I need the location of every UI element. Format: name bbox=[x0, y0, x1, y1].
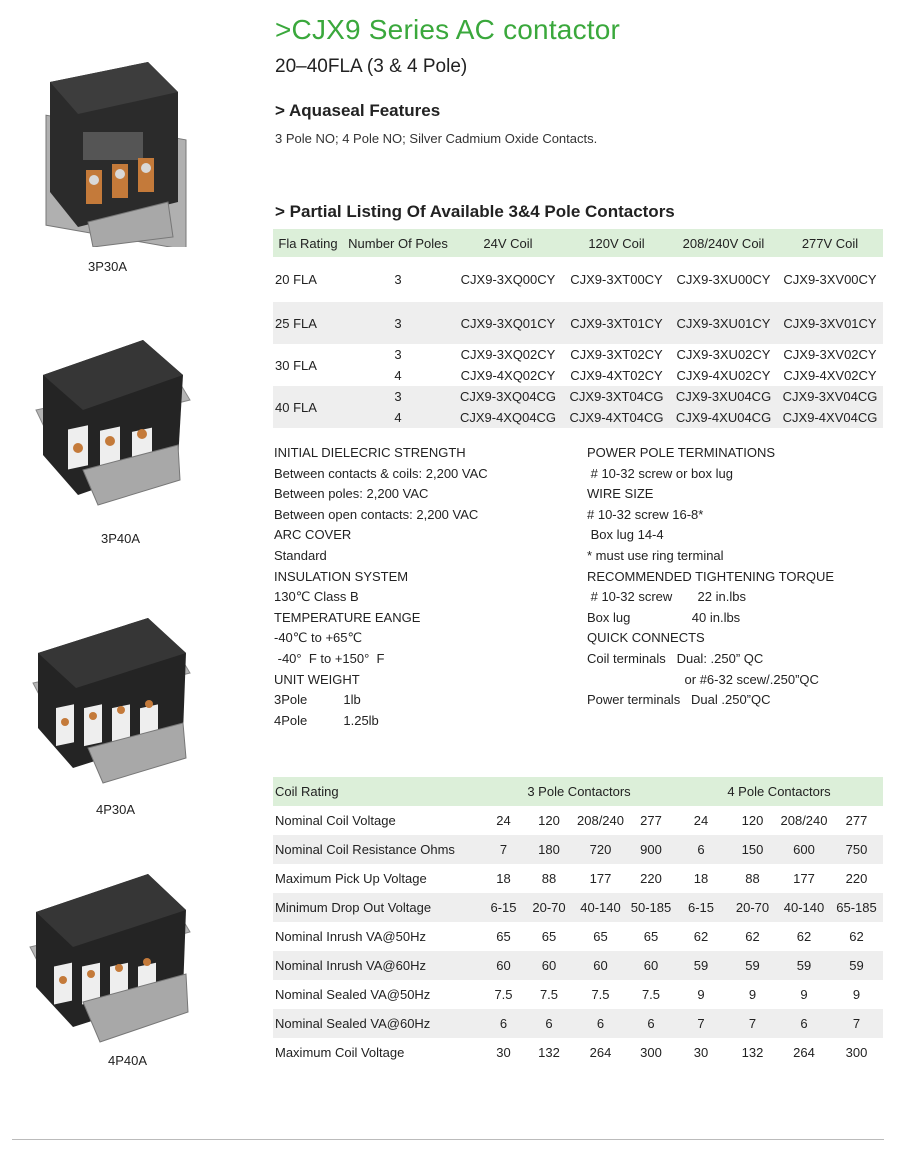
part-cell: CJX9-3XQ00CY bbox=[460, 272, 556, 287]
coil-row-label: Maximum Coil Voltage bbox=[275, 1045, 405, 1060]
spec-line: Between open contacts: 2,200 VAC bbox=[274, 506, 479, 522]
spec-line: 3Pole 1lb bbox=[274, 692, 361, 708]
coil-row-label: Nominal Sealed VA@50Hz bbox=[275, 987, 431, 1002]
spec-line: TEMPERATURE EANGE bbox=[274, 609, 421, 625]
part-cell: CJX9-3XV02CY bbox=[783, 347, 877, 362]
coil-value-cell: 30 bbox=[496, 1045, 511, 1060]
coil-value-cell: 720 bbox=[574, 835, 627, 864]
features-heading: > Aquaseal Features bbox=[275, 101, 441, 120]
spec-line: -40℃ to +65℃ bbox=[274, 630, 363, 646]
three-pole-header: 3 Pole Contactors bbox=[483, 777, 675, 806]
page-subtitle: 20–40FLA (3 & 4 Pole) bbox=[275, 56, 468, 77]
coil-value-cell: 40-140 bbox=[574, 893, 627, 922]
table-row bbox=[273, 365, 883, 386]
part-cell: CJX9-3XU02CY bbox=[676, 347, 771, 362]
part-cell: CJX9-4XU02CY bbox=[676, 368, 771, 383]
coil-value-cell: 750 bbox=[830, 835, 883, 864]
column-header: Fla Rating bbox=[273, 229, 343, 257]
coil-rating-table bbox=[273, 777, 883, 1067]
coil-value-cell: 18 bbox=[496, 871, 511, 886]
coil-value-cell: 220 bbox=[845, 871, 868, 886]
coil-row-label: Nominal Sealed VA@60Hz bbox=[273, 1009, 483, 1038]
table-row bbox=[273, 951, 883, 980]
spec-line: Box lug 40 in.lbs bbox=[587, 609, 741, 625]
product-label-3p40a: 3P40A bbox=[101, 531, 141, 546]
part-cell: CJX9-3XU00CY bbox=[676, 272, 771, 287]
coil-value-cell: 9 bbox=[800, 987, 808, 1002]
part-cell: CJX9-3XT01CY bbox=[563, 302, 670, 344]
poles-cell: 3 bbox=[343, 386, 453, 407]
specs-left bbox=[274, 443, 574, 731]
coil-value-cell: 264 bbox=[793, 1045, 815, 1060]
coil-value-cell: 132 bbox=[741, 1045, 764, 1060]
part-cell: CJX9-4XQ04CG bbox=[453, 407, 563, 428]
coil-row-label: Nominal Inrush VA@60Hz bbox=[273, 951, 483, 980]
spec-line: QUICK CONNECTS bbox=[587, 630, 705, 646]
specs-right bbox=[587, 443, 887, 711]
coil-value-cell: 7.5 bbox=[641, 987, 661, 1002]
coil-value-cell: 120 bbox=[538, 813, 560, 828]
part-cell: CJX9-3XU01CY bbox=[670, 302, 777, 344]
coil-value-cell: 300 bbox=[845, 1045, 868, 1060]
part-cell: CJX9-3XT04CG bbox=[563, 386, 670, 407]
coil-value-cell: 6 bbox=[524, 1009, 574, 1038]
coil-value-cell: 220 bbox=[640, 871, 662, 886]
product-image-3p30a bbox=[28, 52, 198, 247]
product-image-3p40a bbox=[28, 320, 198, 515]
fla-cell: 20 FLA bbox=[275, 272, 317, 287]
coil-value-cell: 6-15 bbox=[483, 893, 524, 922]
coil-value-cell: 59 bbox=[778, 951, 830, 980]
spec-line: ARC COVER bbox=[274, 527, 352, 543]
table-row bbox=[273, 269, 883, 290]
coil-value-cell: 59 bbox=[675, 951, 727, 980]
coil-value-cell: 9 bbox=[697, 987, 705, 1002]
coil-value-cell: 20-70 bbox=[727, 893, 778, 922]
table-row bbox=[273, 806, 883, 835]
spec-line: or #6-32 scew/.250”QC bbox=[587, 671, 819, 687]
part-cell: CJX9-3XV00CY bbox=[783, 272, 877, 287]
coil-value-cell: 24 bbox=[693, 813, 709, 828]
coil-value-cell: 277 bbox=[640, 813, 662, 828]
coil-value-cell: 7 bbox=[830, 1009, 883, 1038]
spec-line: Coil terminals Dual: .250” QC bbox=[587, 650, 764, 666]
coil-value-cell: 65-185 bbox=[830, 893, 883, 922]
coil-value-cell: 7.5 bbox=[494, 987, 513, 1002]
table-row bbox=[273, 344, 883, 365]
coil-value-cell: 7 bbox=[483, 835, 524, 864]
fla-cell: 30 FLA bbox=[275, 357, 317, 373]
listing-heading: > Partial Listing Of Available 3&4 Pole Contactors bbox=[275, 202, 675, 221]
part-cell: CJX9-4XT02CY bbox=[570, 368, 663, 383]
table-row bbox=[273, 1038, 883, 1067]
coil-value-cell: 65 bbox=[496, 929, 511, 944]
part-cell: CJX9-4XV04CG bbox=[777, 407, 883, 428]
spec-line: Between poles: 2,200 VAC bbox=[274, 486, 429, 502]
coil-value-cell: 7 bbox=[727, 1009, 778, 1038]
table-row bbox=[273, 835, 883, 864]
coil-value-cell: 6 bbox=[574, 1009, 627, 1038]
spec-line: Between contacts & coils: 2,200 VAC bbox=[274, 465, 488, 481]
coil-value-cell: 50-185 bbox=[627, 893, 675, 922]
coil-value-cell: 277 bbox=[845, 813, 868, 828]
part-cell: CJX9-3XT02CY bbox=[570, 347, 663, 362]
part-cell: CJX9-3XU04CG bbox=[670, 386, 777, 407]
column-header: Number Of Poles bbox=[343, 229, 453, 257]
coil-value-cell: 600 bbox=[778, 835, 830, 864]
fla-cell: 40 FLA bbox=[273, 386, 343, 428]
coil-value-cell: 120 bbox=[741, 813, 764, 828]
coil-value-cell: 177 bbox=[589, 871, 612, 886]
table-row bbox=[273, 386, 883, 407]
spec-line: RECOMMENDED TIGHTENING TORQUE bbox=[587, 568, 835, 584]
spec-line: POWER POLE TERMINATIONS bbox=[587, 445, 776, 460]
part-cell: CJX9-3XV01CY bbox=[777, 302, 883, 344]
coil-value-cell: 7 bbox=[675, 1009, 727, 1038]
coil-value-cell: 208/240 bbox=[780, 813, 828, 828]
four-pole-header: 4 Pole Contactors bbox=[675, 777, 883, 806]
coil-value-cell: 264 bbox=[589, 1045, 612, 1060]
contactor-listing-table bbox=[273, 229, 883, 428]
coil-value-cell: 132 bbox=[538, 1045, 560, 1060]
spec-line: WIRE SIZE bbox=[587, 486, 654, 502]
coil-value-cell: 65 bbox=[541, 929, 557, 944]
part-cell: CJX9-3XT00CY bbox=[570, 272, 663, 287]
part-cell: CJX9-4XQ02CY bbox=[460, 368, 556, 383]
coil-value-cell: 60 bbox=[483, 951, 524, 980]
table-row bbox=[273, 980, 883, 1009]
coil-value-cell: 40-140 bbox=[778, 893, 830, 922]
coil-value-cell: 150 bbox=[727, 835, 778, 864]
fla-cell: 25 FLA bbox=[273, 302, 343, 344]
coil-row-label: Nominal Coil Voltage bbox=[275, 813, 396, 828]
coil-value-cell: 180 bbox=[524, 835, 574, 864]
part-cell: CJX9-3XQ04CG bbox=[453, 386, 563, 407]
poles-cell: 3 bbox=[394, 272, 402, 287]
coil-value-cell: 900 bbox=[627, 835, 675, 864]
coil-value-cell: 65 bbox=[593, 929, 608, 944]
coil-value-cell: 20-70 bbox=[524, 893, 574, 922]
coil-value-cell: 7.5 bbox=[539, 987, 559, 1002]
coil-value-cell: 24 bbox=[496, 813, 511, 828]
poles-cell: 3 bbox=[343, 302, 453, 344]
coil-value-cell: 30 bbox=[693, 1045, 709, 1060]
product-label-4p40a: 4P40A bbox=[108, 1053, 148, 1068]
spec-line: * must use ring terminal bbox=[587, 547, 724, 563]
poles-cell: 3 bbox=[394, 347, 402, 362]
coil-value-cell: 62 bbox=[849, 929, 864, 944]
spec-line: 4Pole 1.25lb bbox=[274, 712, 379, 728]
coil-value-cell: 60 bbox=[524, 951, 574, 980]
product-label-4p30a: 4P30A bbox=[96, 802, 136, 817]
spec-line: Box lug 14-4 bbox=[587, 527, 664, 543]
spec-line: 130℃ Class B bbox=[274, 589, 359, 605]
poles-cell: 4 bbox=[343, 407, 453, 428]
coil-value-cell: 60 bbox=[627, 951, 675, 980]
coil-value-cell: 177 bbox=[793, 871, 815, 886]
coil-value-cell: 6 bbox=[627, 1009, 675, 1038]
spec-line: INSULATION SYSTEM bbox=[274, 568, 409, 584]
coil-value-cell: 60 bbox=[574, 951, 627, 980]
coil-value-cell: 6 bbox=[675, 835, 727, 864]
spec-line: -40° F to +150° F bbox=[274, 650, 385, 666]
table-row bbox=[273, 893, 883, 922]
product-label-3p30a: 3P30A bbox=[88, 259, 128, 274]
coil-value-cell: 88 bbox=[541, 871, 557, 886]
table-row bbox=[273, 302, 883, 344]
product-image-4p30a bbox=[28, 598, 198, 793]
table-row bbox=[273, 407, 883, 428]
spec-line: UNIT WEIGHT bbox=[274, 671, 360, 687]
table-row bbox=[273, 1009, 883, 1038]
coil-row-label: Nominal Coil Resistance Ohms bbox=[273, 835, 483, 864]
part-cell: CJX9-4XU04CG bbox=[670, 407, 777, 428]
coil-value-cell: 62 bbox=[745, 929, 760, 944]
spec-line: # 10-32 screw or box lug bbox=[587, 465, 733, 481]
coil-value-cell: 300 bbox=[640, 1045, 662, 1060]
coil-value-cell: 88 bbox=[745, 871, 760, 886]
coil-value-cell: 9 bbox=[748, 987, 757, 1002]
coil-value-cell: 9 bbox=[852, 987, 861, 1002]
poles-cell: 4 bbox=[394, 368, 402, 383]
column-header: 120V Coil bbox=[563, 229, 670, 257]
coil-rating-header: Coil Rating bbox=[273, 777, 483, 806]
coil-row-label: Minimum Drop Out Voltage bbox=[273, 893, 483, 922]
footer-divider bbox=[12, 1139, 884, 1140]
spec-line: # 10-32 screw 22 in.lbs bbox=[587, 589, 746, 605]
table-header-row bbox=[273, 777, 883, 806]
spec-line: Power terminals Dual .250”QC bbox=[587, 692, 771, 708]
table-row bbox=[273, 864, 883, 893]
table-row bbox=[273, 922, 883, 951]
coil-value-cell: 18 bbox=[693, 871, 709, 886]
coil-value-cell: 59 bbox=[727, 951, 778, 980]
coil-value-cell: 6 bbox=[483, 1009, 524, 1038]
column-header: 24V Coil bbox=[453, 229, 563, 257]
part-cell: CJX9-4XV02CY bbox=[783, 368, 877, 383]
spec-line: Standard bbox=[274, 547, 327, 563]
spec-line: INITIAL DIELECRIC STRENGTH bbox=[274, 445, 466, 460]
coil-row-label: Maximum Pick Up Voltage bbox=[275, 871, 427, 886]
part-cell: CJX9-3XQ02CY bbox=[460, 347, 556, 362]
coil-value-cell: 65 bbox=[643, 929, 659, 944]
coil-value-cell: 62 bbox=[693, 929, 709, 944]
part-cell: CJX9-4XT04CG bbox=[563, 407, 670, 428]
column-header: 277V Coil bbox=[777, 229, 883, 257]
coil-value-cell: 208/240 bbox=[577, 813, 624, 828]
coil-value-cell: 6 bbox=[778, 1009, 830, 1038]
coil-value-cell: 62 bbox=[796, 929, 812, 944]
spec-line: # 10-32 screw 16-8* bbox=[587, 506, 704, 522]
part-cell: CJX9-3XQ01CY bbox=[453, 302, 563, 344]
coil-value-cell: 6-15 bbox=[675, 893, 727, 922]
column-header: 208/240V Coil bbox=[670, 229, 777, 257]
part-cell: CJX9-3XV04CG bbox=[777, 386, 883, 407]
coil-row-label: Nominal Inrush VA@50Hz bbox=[275, 929, 426, 944]
page-title: >CJX9 Series AC contactor bbox=[275, 14, 621, 45]
coil-value-cell: 59 bbox=[830, 951, 883, 980]
coil-value-cell: 7.5 bbox=[591, 987, 610, 1002]
table-header-row bbox=[273, 229, 883, 257]
features-text: 3 Pole NO; 4 Pole NO; Silver Cadmium Oxide Contacts. bbox=[275, 131, 598, 146]
product-image-4p40a bbox=[28, 852, 198, 1047]
